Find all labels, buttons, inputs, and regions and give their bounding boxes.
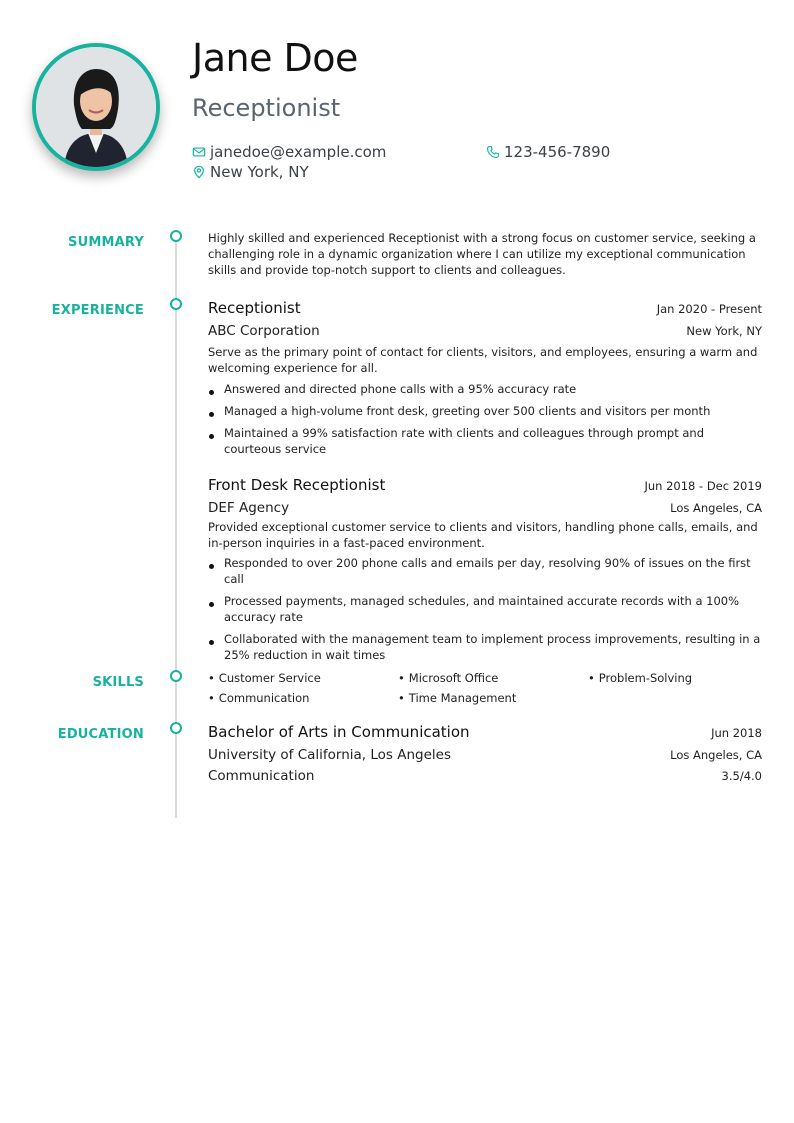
phone-text: 123-456-7890 xyxy=(504,143,611,161)
skill-item: • Microsoft Office xyxy=(398,670,588,686)
mail-icon xyxy=(192,145,206,159)
company-name: ABC Corporation xyxy=(208,323,320,339)
job-location: Los Angeles, CA xyxy=(670,501,762,515)
skill-item: • Customer Service xyxy=(208,670,398,686)
job-dates: Jan 2020 - Present xyxy=(656,302,762,316)
list-item: Collaborated with the management team to implement process improvements, resulting in a 25% reduction in wait times xyxy=(208,631,762,663)
section-label-skills: SKILLS xyxy=(92,675,144,690)
contact-location xyxy=(192,163,309,181)
school-name: University of California, Los Angeles xyxy=(208,747,452,763)
list-item: Responded to over 200 phone calls and emails per day, resolving 90% of issues on the first call xyxy=(208,555,762,587)
graduation-date: Jun 2018 xyxy=(711,726,762,740)
skill-item: • Time Management xyxy=(398,690,588,706)
skills-list xyxy=(208,670,762,706)
section-label-education: EDUCATION xyxy=(57,727,144,742)
company-name: DEF Agency xyxy=(208,500,290,516)
skill-item: • Communication xyxy=(208,690,398,706)
skill-item: • Problem-Solving xyxy=(588,670,762,686)
degree-name: Bachelor of Arts in Communication xyxy=(208,723,470,741)
summary-text: Highly skilled and experienced Receptionist with a strong focus on customer service, seeking a challenging role in a dynamic organization where I can utilize my exceptional communication skills and provide top-notch support to clients and colleagues. xyxy=(208,231,756,277)
job-title: Front Desk Receptionist xyxy=(208,476,386,494)
job-title: Receptionist xyxy=(208,299,301,317)
section-label-experience: EXPERIENCE xyxy=(51,303,144,318)
gpa: 3.5/4.0 xyxy=(721,769,762,783)
timeline-dot-experience xyxy=(170,298,182,310)
list-item: Answered and directed phone calls with a 95% accuracy rate xyxy=(208,381,762,397)
candidate-name: Jane Doe xyxy=(192,36,358,80)
location-text: New York, NY xyxy=(210,163,309,181)
timeline-dot-education xyxy=(170,722,182,734)
timeline-dot-skills xyxy=(170,670,182,682)
job-dates: Jun 2018 - Dec 2019 xyxy=(644,479,762,493)
location-pin-icon xyxy=(192,165,206,179)
contact-phone[interactable] xyxy=(486,143,610,161)
phone-icon xyxy=(486,145,500,159)
candidate-title: Receptionist xyxy=(192,94,341,122)
list-item: Managed a high-volume front desk, greeting over 500 clients and visitors per month xyxy=(208,403,762,419)
school-location: Los Angeles, CA xyxy=(670,748,762,762)
job-description: Provided exceptional customer service to clients and visitors, handling phone calls, emails, and in-person inquiries in a fast-paced environment. xyxy=(208,520,758,550)
experience-entry xyxy=(208,476,762,663)
achievement-list xyxy=(208,555,762,663)
profile-photo xyxy=(32,43,160,171)
list-item: Processed payments, managed schedules, and maintained accurate records with a 100% accuracy rate xyxy=(208,593,762,625)
timeline-dot-summary xyxy=(170,230,182,242)
achievement-list xyxy=(208,381,762,457)
field-of-study: Communication xyxy=(208,768,315,784)
email-text: janedoe@example.com xyxy=(210,143,387,161)
profile-photo-illustration xyxy=(36,47,156,167)
section-label-summary: SUMMARY xyxy=(68,235,144,250)
contact-email[interactable] xyxy=(192,143,386,161)
job-description: Serve as the primary point of contact for clients, visitors, and employees, ensuring a warm and welcoming experience for all. xyxy=(208,345,758,375)
education-entry xyxy=(208,723,762,784)
job-location: New York, NY xyxy=(686,324,762,338)
experience-entry xyxy=(208,299,762,457)
list-item: Maintained a 99% satisfaction rate with clients and colleagues through prompt and courteous service xyxy=(208,425,762,457)
